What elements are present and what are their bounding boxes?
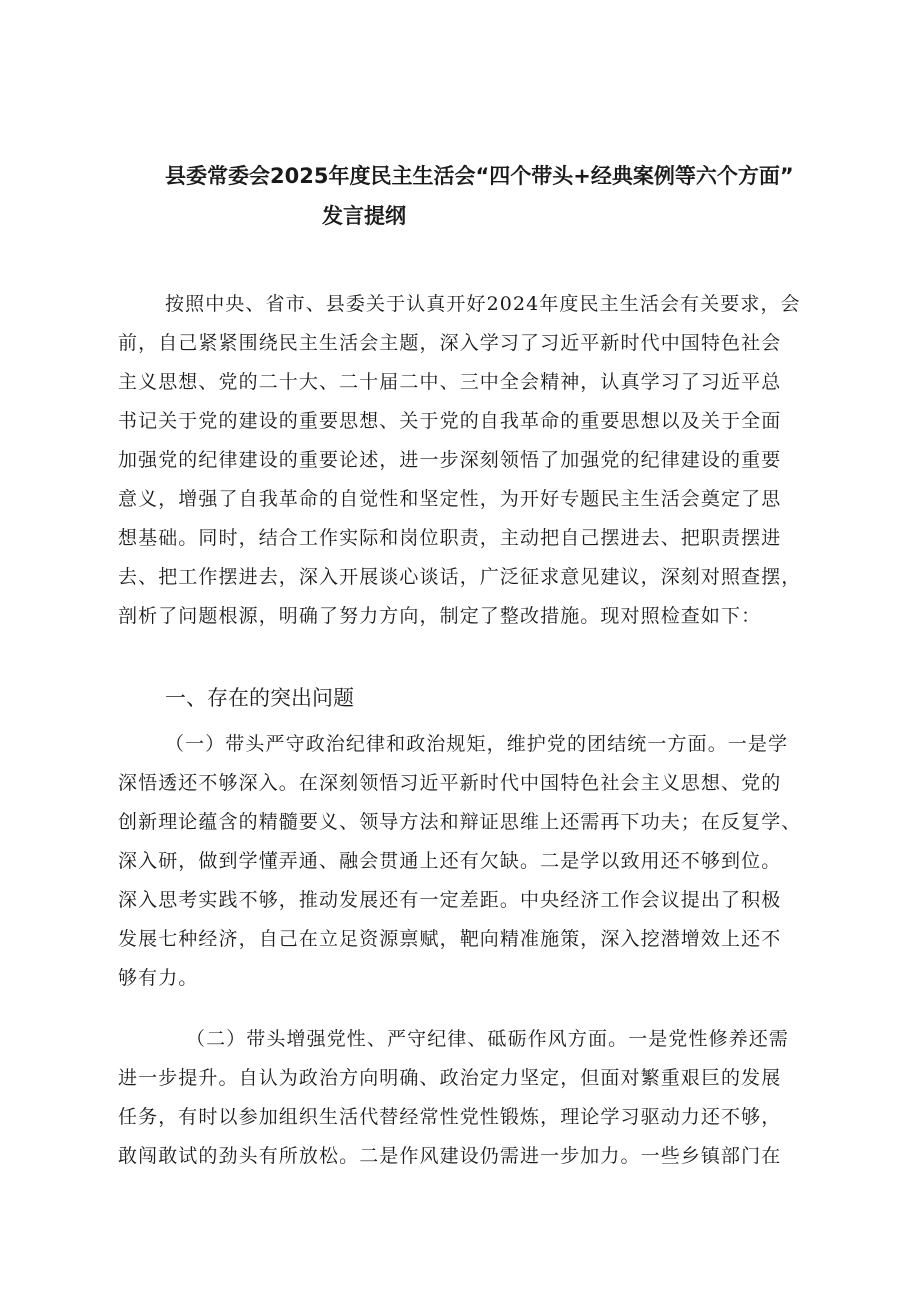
item2-line: （二）带头增强党性、严守纪律、砥砺作风方面。一是党性修养还需: [186, 1028, 790, 1050]
item2-line: 任务，有时以参加组织生活代替经常性党性锻炼，理论学习驱动力还不够，: [118, 1106, 782, 1128]
intro-line: 前，自己紧紧围绕民主生活会主题，深入学习了习近平新时代中国特色社会: [118, 332, 782, 354]
intro-line: 去、把工作摆进去，深入开展谈心谈话，广泛征求意见建议，深刻对照查摆，: [118, 566, 802, 588]
intro-line: 主义思想、党的二十大、二十届二中、三中全会精神，认真学习了习近平总: [118, 371, 782, 393]
document-title-line-2: 发言提纲: [322, 204, 406, 228]
item1-line: （一）带头严守政治纪律和政治规矩，维护党的团结统一方面。一是学: [165, 733, 789, 755]
intro-line: 书记关于党的建设的重要思想、关于党的自我革命的重要思想以及关于全面: [118, 410, 782, 432]
intro-line: 按照中央、省市、县委关于认真开好2024年度民主生活会有关要求，会: [165, 293, 801, 315]
item1-line: 发展七种经济，自己在立足资源禀赋，靶向精准施策，深入挖潜增效上还不: [118, 928, 782, 950]
item2-line: 进一步提升。自认为政治方向明确、政治定力坚定，但面对繁重艰巨的发展: [118, 1067, 782, 1089]
intro-line: 剖析了问题根源，明确了努力方向，制定了整改措施。现对照检查如下：: [118, 605, 762, 627]
item2-line: 敢闯敢试的劲头有所放松。二是作风建设仍需进一步加力。一些乡镇部门在: [118, 1145, 782, 1167]
item1-line: 深入思考实践不够，推动发展还有一定差距。中央经济工作会议提出了积极: [118, 889, 782, 911]
section-heading: 一、存在的突出问题: [165, 686, 354, 710]
intro-line: 想基础。同时，结合工作实际和岗位职责，主动把自己摆进去、把职责摆进: [118, 527, 782, 549]
document-title-line-1: 县委常委会2025年度民主生活会“四个带头+经典案例等六个方面”: [165, 164, 794, 188]
item1-line: 创新理论蕴含的精髓要义、领导方法和辩证思维上还需再下功夫；在反复学、: [118, 811, 802, 833]
intro-line: 意义，增强了自我革命的自觉性和坚定性，为开好专题民主生活会奠定了思: [118, 488, 782, 510]
item1-line: 深入研，做到学懂弄通、融会贯通上还有欠缺。二是学以致用还不够到位。: [118, 850, 782, 872]
item1-line: 够有力。: [118, 967, 199, 989]
item1-line: 深悟透还不够深入。在深刻领悟习近平新时代中国特色社会主义思想、党的: [118, 772, 782, 794]
intro-line: 加强党的纪律建设的重要论述，进一步深刻领悟了加强党的纪律建设的重要: [118, 449, 782, 471]
